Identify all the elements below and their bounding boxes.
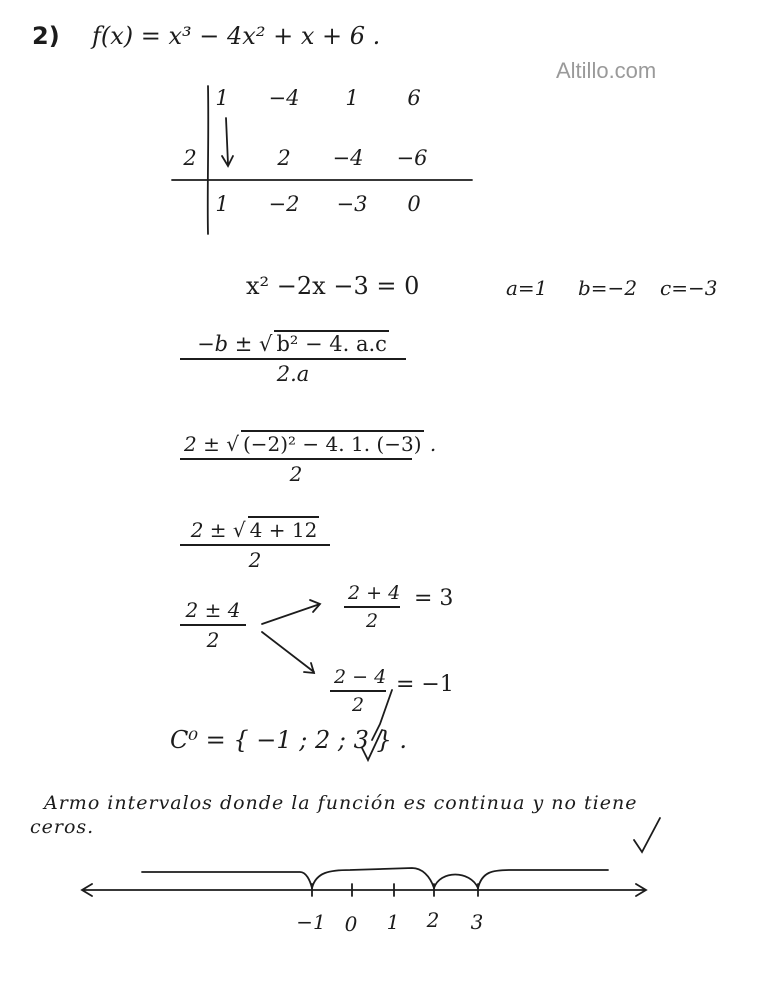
- tick-label: 1: [386, 910, 400, 934]
- formula-radicand: b² − 4. a.c: [276, 332, 387, 356]
- sub-radicand: (−2)² − 4. 1. (−3): [242, 432, 422, 456]
- arrow-to-minus: [262, 632, 314, 673]
- minus-numerator: 2 − 4: [334, 666, 387, 688]
- plus-numerator: 2 + 4: [348, 582, 401, 604]
- tick-label: −1: [296, 910, 326, 934]
- pm-numerator: 2 ± 4: [185, 598, 241, 622]
- problem-number: 2): [32, 22, 60, 50]
- tick-label: 2: [426, 908, 440, 932]
- watermark: Altillo.com: [556, 58, 657, 83]
- ruffini-coef: 1: [345, 86, 359, 110]
- coef-c: c=−3: [660, 276, 718, 300]
- intervals-note-line2: ceros.: [30, 816, 95, 838]
- number-line-axis: [82, 884, 646, 896]
- ruffini-product: −4: [332, 146, 364, 170]
- ruffini-result: 1: [215, 192, 229, 216]
- sub-denominator: 2: [289, 462, 303, 486]
- formula-prefix: −b ±: [197, 332, 253, 356]
- pm-denominator: 2: [206, 628, 220, 652]
- simp-radicand: 4 + 12: [249, 518, 318, 542]
- ruffini-product: 2: [277, 146, 291, 170]
- ruffini-coef: 1: [215, 86, 229, 110]
- formula-substituted: 2 ± √ (−2)² − 4. 1. (−3) . 2: [180, 432, 412, 486]
- formula-denominator: 2.a: [276, 362, 310, 386]
- minus-denominator: 2: [351, 694, 365, 716]
- ruffini-result: −3: [336, 192, 368, 216]
- coef-b: b=−2: [578, 276, 638, 300]
- check-mark: [634, 818, 660, 852]
- ruffini-result: −2: [268, 192, 300, 216]
- ruffini-result-zero: 0: [407, 192, 421, 216]
- ruffini-down-arrow: [222, 118, 233, 166]
- check-mark: [372, 690, 392, 740]
- simp-prefix: 2 ±: [190, 518, 227, 542]
- interval-middle: [312, 868, 434, 888]
- minus-result: = −1: [396, 672, 454, 697]
- formula-simplified: 2 ± √ 4 + 12 2: [180, 518, 330, 572]
- ruffini-coef: −4: [268, 86, 300, 110]
- ruffini-product: −6: [396, 146, 428, 170]
- zeros-set: C⁰ = { −1 ; 2 ; 3 } .: [170, 726, 408, 754]
- tick-label: 0: [344, 912, 358, 936]
- interval-left: [142, 872, 312, 888]
- interval-right: [478, 870, 608, 888]
- simp-denominator: 2: [248, 548, 262, 572]
- sub-prefix: 2 ±: [184, 432, 220, 456]
- intervals-note-line1: Armo intervalos donde la función es continua y no tiene: [44, 792, 638, 814]
- ruffini-vertical-line: [208, 86, 209, 234]
- check-mark: [362, 730, 382, 760]
- plus-result: = 3: [414, 586, 454, 611]
- arrow-to-plus: [262, 600, 320, 624]
- quadratic-formula: −b ± √ b² − 4. a.c 2.a: [180, 332, 406, 386]
- coef-a: a=1: [506, 276, 548, 300]
- interval-2-3: [434, 875, 478, 889]
- quadratic-equation: x² −2x −3 = 0: [246, 272, 420, 300]
- tick-label: 3: [470, 910, 484, 934]
- ruffini-coef: 6: [407, 86, 421, 110]
- plus-denominator: 2: [365, 610, 379, 632]
- ruffini-divisor: 2: [183, 146, 197, 170]
- function-definition: f(x) = x³ − 4x² + x + 6 .: [92, 22, 381, 50]
